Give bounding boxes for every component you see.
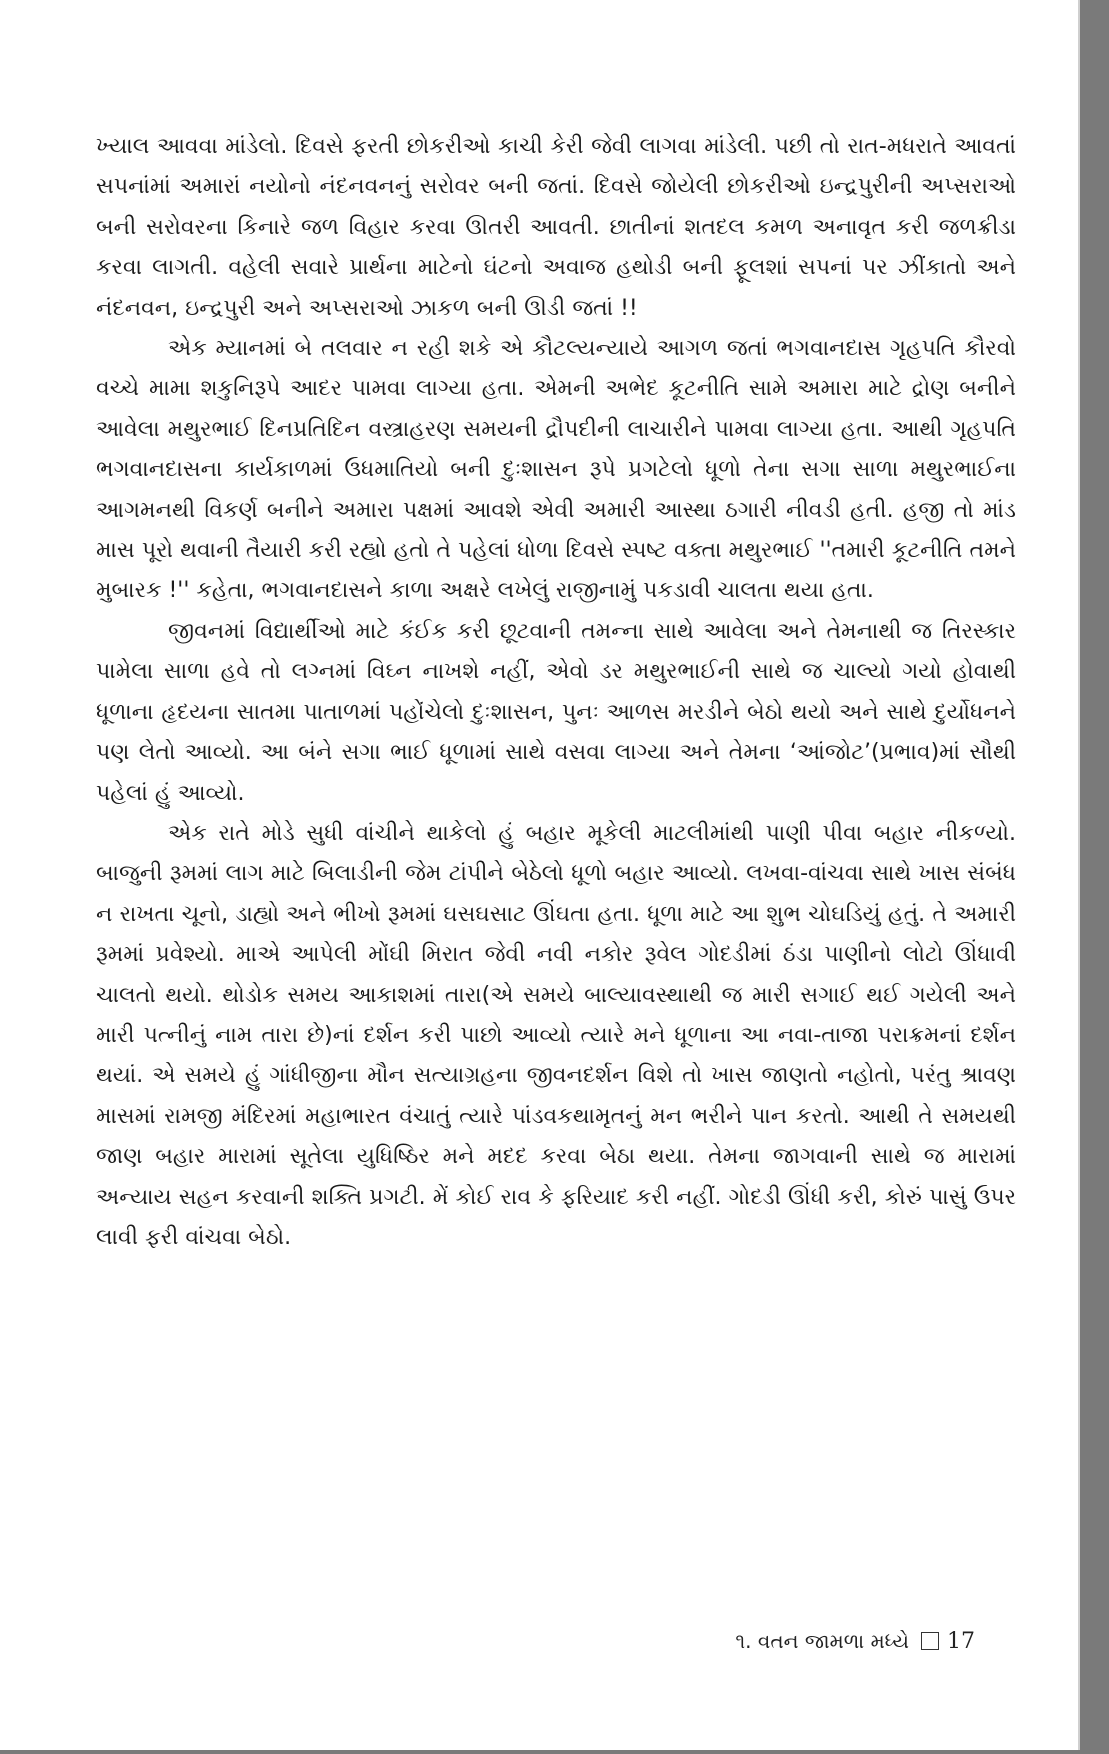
chapter-title: ૧. વતન જામળા મધ્યે xyxy=(735,1629,909,1653)
paragraph: ખ્યાલ આવવા માંડેલો. દિવસે ફરતી છોકરીઓ કાચી કેરી જેવી લાગવા માંડેલી. પછી તો રાત-મધરાતે આવતાં સપનાંમાં અમારાં નયોનો નંદનવનનું સરોવર બની જતાં. દિવસે જોયેલી છોકરીઓ ઇન્દ્રપુરીની અપ્સરાઓ બની સરોવરના કિનારે જળ વિહાર કરવા ઊતરી આવતી. છાતીનાં શતદલ કમળ અનાવૃત કરી જળક્રીડા કરવા લાગતી. વહેલી સવારે પ્રાર્થના માટેનો ઘંટનો અવાજ હથોડી બની ફૂલશાં સપનાં પર ઝીંકાતો અને નંદનવન, ઇન્દ્રપુરી અને અપ્સરાઓ ઝાકળ બની ઊડી જતાં !! xyxy=(96,134,1016,321)
page-number: 17 xyxy=(947,1628,975,1654)
page-footer xyxy=(735,1626,975,1656)
paragraph: એક મ્યાનમાં બે તલવાર ન રહી શકે એ કૌટલ્યન્યાયે આગળ જતાં ભગવાનદાસ ગૃહપતિ કૌરવો વચ્ચે મામા શકુનિરૂપે આદર પામવા લાગ્યા હતા. એમની અભેદ કૂટનીતિ સામે અમારા માટે દ્રોણ બનીને આવેલા મથુરભાઈ દિનપ્રતિદિન વસ્ત્રાહરણ સમયની દ્રૌપદીની લાચારીને પામવા લાગ્યા હતા. આથી ગૃહપતિ ભગવાનદાસના કાર્યકાળમાં ઉધમાતિયો બની દુઃશાસન રૂપે પ્રગટેલો ધૂળો તેના સગા સાળા મથુરભાઈના આગમનથી વિકર્ણ બનીને અમારા પક્ષમાં આવશે એવી અમારી આસ્થા ઠગારી નીવડી હતી. હજી તો માંડ માસ પૂરો થવાની તૈયારી કરી રહ્યો હતો તે પહેલાં ધોળા દિવસે સ્પષ્ટ વક્તા મથુરભાઈ ''તમારી કૂટનીતિ તમને મુબારક !'' કહેતા, ભગવાનદાસને કાળા અક્ષરે લખેલું રાજીનામું પકડાવી ચાલતા થયા હતા. xyxy=(96,336,1016,604)
paragraph: એક રાતે મોડે સુધી વાંચીને થાકેલો હું બહાર મૂકેલી માટલીમાંથી પાણી પીવા બહાર નીકળ્યો. બાજુની રૂમમાં લાગ માટે બિલાડીની જેમ ટાંપીને બેઠેલો ધૂળો બહાર આવ્યો. લખવા-વાંચવા સાથે ખાસ સંબંધ ન રાખતા ચૂનો, ડાહ્યો અને ભીખો રૂમમાં ઘસઘસાટ ઊંઘતા હતા. ધૂળા માટે આ શુભ ચોઘડિયું હતું. તે અમારી રૂમમાં પ્રવેશ્યો. માએ આપેલી મોંઘી મિરાત જેવી નવી નકોર રૂવેલ ગોદડીમાં ઠંડા પાણીનો લોટો ઊંધાવી ચાલતો થયો. થોડોક સમય આકાશમાં તારા(એ સમયે બાલ્યાવસ્થાથી જ મારી સગાઈ થઈ ગયેલી અને મારી પત્નીનું નામ તારા છે)નાં દર્શન કરી પાછો આવ્યો ત્યારે મને ધૂળાના આ નવા-તાજા પરાક્રમનાં દર્શન થયાં. એ સમયે હું ગાંધીજીના મૌન સત્યાગ્રહના જીવનદર્શન વિશે તો ખાસ જાણતો નહોતો, પરંતુ શ્રાવણ માસમાં રામજી મંદિરમાં મહાભારત વંચાતું ત્યારે પાંડવકથામૃતનું મન ભરીને પાન કરતો. આથી તે સમયથી જાણ બહાર મારામાં સૂતેલા યુધિષ્ઠિર મને મદદ કરવા બેઠા થયા. તેમના જાગવાની સાથે જ મારામાં અન્યાય સહન કરવાની શક્તિ પ્રગટી. મેં કોઈ રાવ કે ફરિયાદ કરી નહીં. ગોદડી ઊંધી કરી, કોરું પાસું ઉપર લાવી ફરી વાંચવા બેઠો. xyxy=(96,820,1016,1250)
square-box-icon xyxy=(921,1632,939,1650)
paragraph: જીવનમાં વિદ્યાર્થીઓ માટે કંઈક કરી છૂટવાની તમન્ના સાથે આવેલા અને તેમનાથી જ તિરસ્કાર પામેલા સાળા હવે તો લગ્નમાં વિઘ્ન નાખશે નહીં, એવો ડર મથુરભાઈની સાથે જ ચાલ્યો ગયો હોવાથી ધૂળાના હૃદયના સાતમા પાતાળમાં પહોંચેલો દુઃશાસન, પુનઃ આળસ મરડીને બેઠો થયો અને સાથે દુર્યોધનને પણ લેતો આવ્યો. આ બંને સગા ભાઈ ધૂળામાં સાથે વસવા લાગ્યા અને તેમના ‘આંજોટ’(પ્રભાવ)માં સૌથી પહેલાં હું આવ્યો. xyxy=(96,618,1016,806)
body-text xyxy=(96,127,1016,1258)
